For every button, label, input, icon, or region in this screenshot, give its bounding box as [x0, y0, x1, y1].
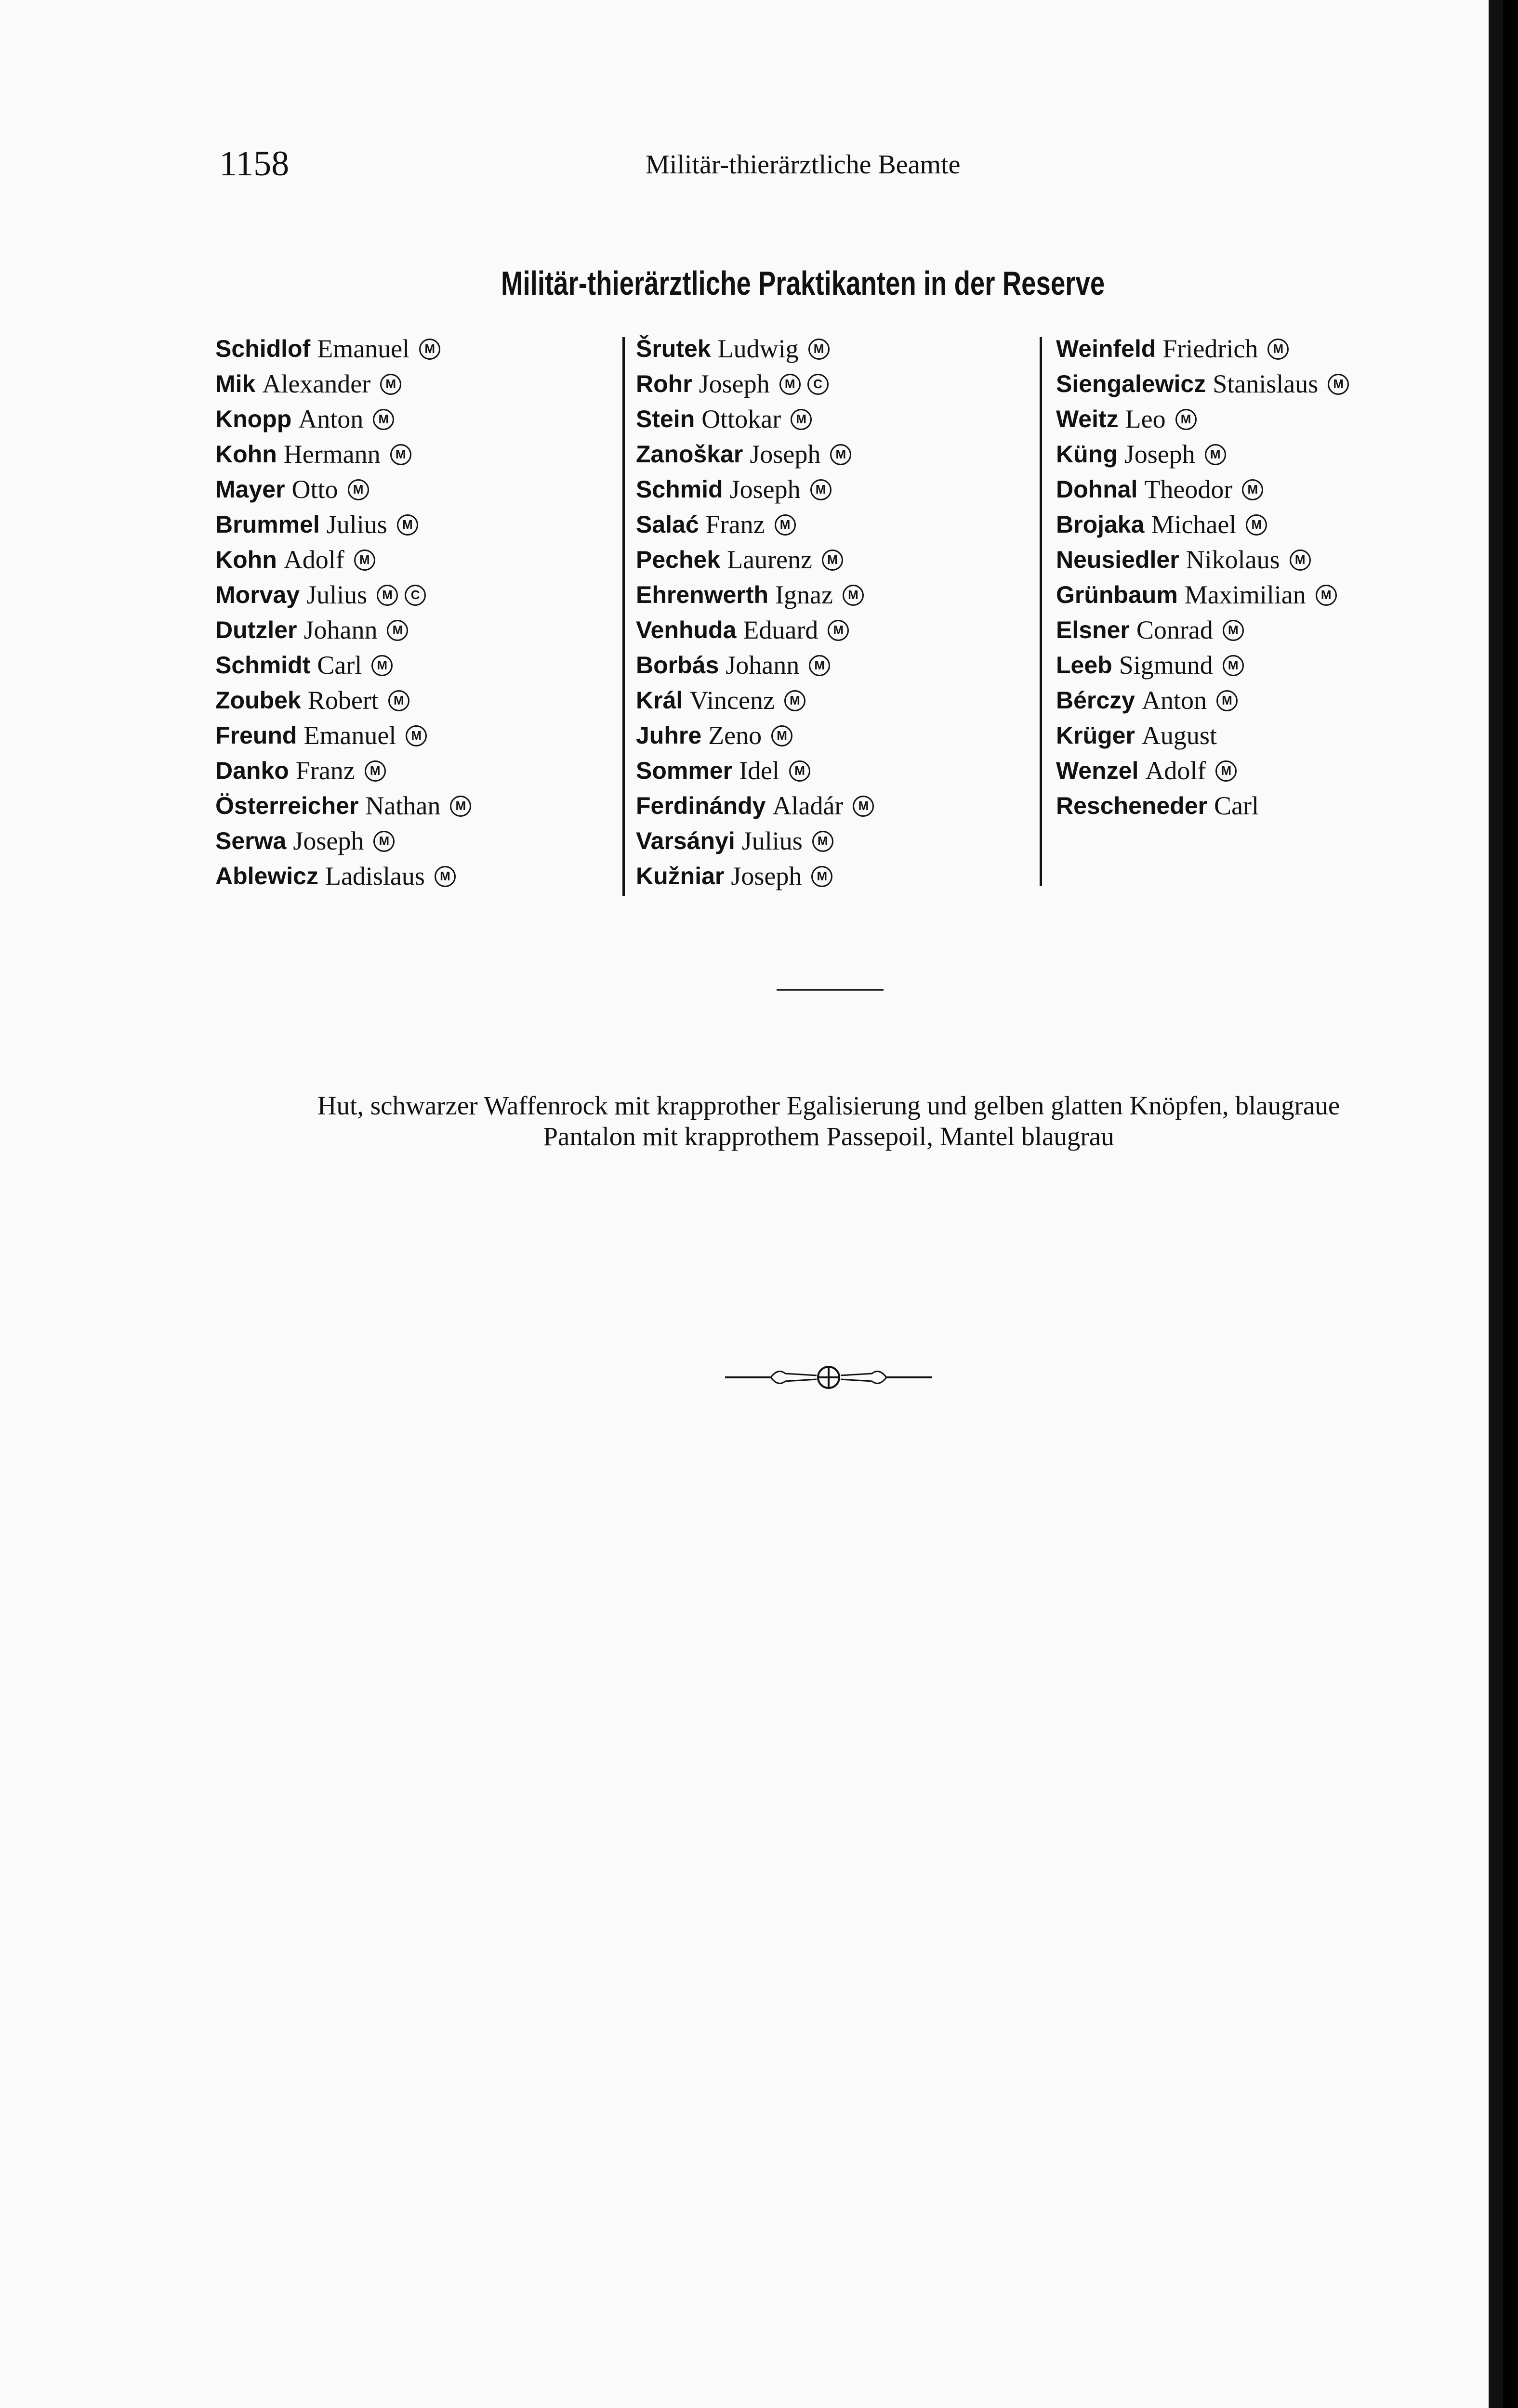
entry-given-name: Nathan: [365, 791, 441, 820]
ornament-divider: [725, 1358, 932, 1397]
entry-given-name: Anton: [1142, 686, 1207, 715]
entry-surname: Krüger: [1056, 722, 1135, 749]
name-entry: [215, 331, 478, 366]
name-entry: [215, 472, 478, 507]
entry-surname: Král: [636, 687, 683, 714]
column-divider-1: [622, 337, 625, 896]
name-entry: [636, 648, 881, 683]
name-entry: [215, 577, 478, 613]
name-column-3: [1056, 331, 1356, 824]
circled-m-icon: M: [775, 514, 796, 536]
entry-surname: Dutzler: [215, 616, 297, 643]
entry-given-name: Joseph: [1124, 440, 1195, 469]
name-entry: [636, 824, 881, 859]
circled-m-icon: M: [853, 796, 874, 817]
circled-m-icon: M: [419, 339, 440, 360]
page-number: 1158: [219, 144, 290, 183]
name-entry: [1056, 788, 1356, 824]
circled-m-icon: M: [1175, 409, 1197, 430]
entry-surname: Bérczy: [1056, 687, 1135, 714]
entry-surname: Freund: [215, 722, 297, 749]
entry-surname: Österreicher: [215, 792, 359, 819]
circled-m-icon: M: [365, 760, 386, 782]
entry-surname: Rohr: [636, 370, 692, 397]
name-entry: [215, 683, 478, 718]
entry-surname: Morvay: [215, 581, 300, 608]
name-entry: [215, 648, 478, 683]
circled-c-icon: C: [807, 374, 829, 395]
name-entry: [636, 542, 881, 577]
entry-given-name: Ottokar: [701, 405, 781, 433]
entry-given-name: Joseph: [293, 826, 364, 855]
circled-m-icon: M: [435, 866, 456, 887]
name-entry: [1056, 753, 1356, 788]
entry-given-name: Idel: [739, 756, 780, 785]
entry-given-name: Alexander: [262, 369, 371, 398]
entry-surname: Mik: [215, 370, 256, 397]
name-entry: [636, 472, 881, 507]
entry-given-name: Conrad: [1136, 615, 1213, 644]
entry-surname: Zanoškar: [636, 441, 743, 468]
name-entry: [636, 577, 881, 613]
entry-surname: Leeb: [1056, 652, 1112, 679]
entry-surname: Weitz: [1056, 406, 1119, 432]
circled-m-icon: M: [779, 374, 801, 395]
name-entry: [1056, 366, 1356, 402]
circled-m-icon: M: [822, 550, 843, 571]
circled-c-icon: C: [405, 585, 426, 606]
name-entry: [636, 366, 881, 402]
name-entry: [636, 402, 881, 437]
circled-m-icon: M: [1216, 690, 1238, 711]
entry-surname: Weinfeld: [1056, 335, 1156, 362]
entry-surname: Stein: [636, 406, 695, 432]
name-entry: [1056, 683, 1356, 718]
circled-m-icon: M: [371, 655, 393, 676]
entry-surname: Ferdinándy: [636, 792, 766, 819]
entry-surname: Brummel: [215, 511, 320, 538]
name-entry: [1056, 437, 1356, 472]
entry-given-name: Ladislaus: [325, 862, 425, 890]
entry-surname: Rescheneder: [1056, 792, 1208, 819]
entry-given-name: Ludwig: [717, 334, 799, 363]
entry-surname: Siengalewicz: [1056, 370, 1206, 397]
name-entry: [636, 683, 881, 718]
circled-m-icon: M: [1290, 550, 1311, 571]
circled-m-icon: M: [397, 514, 418, 536]
separator-rule: [777, 989, 884, 991]
circled-m-icon: M: [771, 725, 792, 746]
circled-m-icon: M: [810, 479, 832, 500]
entry-surname: Danko: [215, 757, 289, 784]
name-entry: [215, 788, 478, 824]
entry-surname: Ablewicz: [215, 863, 318, 890]
circled-m-icon: M: [377, 585, 398, 606]
name-entry: [215, 366, 478, 402]
circled-m-icon: M: [1316, 585, 1337, 606]
name-entry: [215, 507, 478, 542]
entry-surname: Serwa: [215, 827, 287, 854]
entry-given-name: Emanuel: [304, 721, 396, 750]
circled-m-icon: M: [354, 550, 375, 571]
entry-given-name: Theodor: [1144, 475, 1233, 504]
entry-surname: Schmidt: [215, 652, 311, 679]
entry-surname: Dohnal: [1056, 476, 1138, 503]
entry-given-name: Stanislaus: [1213, 369, 1319, 398]
entry-given-name: Maximilian: [1184, 580, 1306, 609]
entry-surname: Pechek: [636, 546, 721, 573]
circled-m-icon: M: [1223, 620, 1244, 641]
entry-surname: Knopp: [215, 406, 292, 432]
name-entry: [636, 613, 881, 648]
name-entry: [1056, 542, 1356, 577]
circled-m-icon: M: [1242, 479, 1263, 500]
entry-surname: Kužniar: [636, 863, 725, 890]
entry-surname: Kohn: [215, 546, 277, 573]
entry-given-name: Friedrich: [1162, 334, 1258, 363]
name-entry: [215, 613, 478, 648]
name-entry: [636, 788, 881, 824]
entry-surname: Sommer: [636, 757, 733, 784]
entry-surname: Salać: [636, 511, 699, 538]
entry-given-name: Anton: [298, 405, 364, 433]
column-divider-2: [1040, 337, 1042, 886]
footnote-line-2: Pantalon mit krapprothem Passepoil, Mantel blaugrau: [543, 1122, 1114, 1151]
circled-m-icon: M: [1267, 339, 1289, 360]
uniform-footnote: [212, 1090, 1445, 1152]
footnote-line-1: Hut, schwarzer Waffenrock mit krapprother Egalisierung und gelben glatten Knöpfen, blaugraue: [317, 1091, 1340, 1120]
entry-given-name: Michael: [1151, 510, 1237, 539]
circled-m-icon: M: [828, 620, 849, 641]
entry-given-name: Joseph: [731, 862, 802, 890]
name-entry: [1056, 331, 1356, 366]
circled-m-icon: M: [373, 831, 395, 852]
name-column-2: [636, 331, 881, 894]
name-entry: [636, 437, 881, 472]
entry-given-name: Nikolaus: [1186, 545, 1280, 574]
circled-m-icon: M: [830, 444, 851, 465]
name-entry: [215, 753, 478, 788]
name-entry: [215, 859, 478, 894]
entry-surname: Juhre: [636, 722, 702, 749]
circled-m-icon: M: [811, 866, 832, 887]
entry-surname: Küng: [1056, 441, 1118, 468]
entry-surname: Varsányi: [636, 827, 735, 854]
entry-given-name: Julius: [741, 826, 803, 855]
entry-surname: Schidlof: [215, 335, 311, 362]
circled-m-icon: M: [390, 444, 411, 465]
running-title: Militär-thierärztliche Beamte: [646, 150, 961, 180]
circled-m-icon: M: [387, 620, 408, 641]
entry-given-name: Eduard: [743, 615, 818, 644]
entry-given-name: Johann: [726, 651, 800, 680]
circled-m-icon: M: [1223, 655, 1244, 676]
name-entry: [215, 824, 478, 859]
entry-given-name: Carl: [317, 651, 362, 680]
circled-m-icon: M: [388, 690, 409, 711]
entry-surname: Schmid: [636, 476, 723, 503]
circled-m-icon: M: [808, 339, 830, 360]
name-entry: [636, 507, 881, 542]
circled-m-icon: M: [1246, 514, 1267, 536]
entry-given-name: Joseph: [699, 369, 770, 398]
entry-given-name: Joseph: [729, 475, 801, 504]
circled-m-icon: M: [809, 655, 830, 676]
name-entry: [1056, 472, 1356, 507]
circled-m-icon: M: [1205, 444, 1226, 465]
entry-given-name: Vincenz: [689, 686, 775, 715]
entry-surname: Grünbaum: [1056, 581, 1178, 608]
section-title: Militär-thierärztliche Praktikanten in der Reserve: [501, 264, 1105, 302]
circled-m-icon: M: [380, 374, 401, 395]
entry-given-name: Adolf: [1145, 756, 1206, 785]
entry-given-name: Julius: [306, 580, 368, 609]
name-entry: [1056, 613, 1356, 648]
entry-surname: Neusiedler: [1056, 546, 1179, 573]
entry-given-name: Franz: [705, 510, 765, 539]
entry-given-name: Adolf: [283, 545, 344, 574]
circled-m-icon: M: [843, 585, 864, 606]
entry-given-name: Laurenz: [727, 545, 812, 574]
entry-given-name: Joseph: [750, 440, 821, 469]
entry-surname: Kohn: [215, 441, 277, 468]
name-entry: [215, 437, 478, 472]
name-entry: [215, 402, 478, 437]
entry-given-name: Aladár: [772, 791, 844, 820]
name-entry: [636, 753, 881, 788]
name-column-1: [215, 331, 478, 894]
circled-m-icon: M: [784, 690, 805, 711]
entry-surname: Brojaka: [1056, 511, 1145, 538]
circled-m-icon: M: [406, 725, 427, 746]
name-entry: [215, 718, 478, 753]
entry-given-name: Emanuel: [317, 334, 410, 363]
circled-m-icon: M: [348, 479, 369, 500]
name-entry: [215, 542, 478, 577]
circled-m-icon: M: [450, 796, 471, 817]
name-entry: [1056, 718, 1356, 753]
entry-given-name: Leo: [1125, 405, 1166, 433]
circled-m-icon: M: [791, 409, 812, 430]
circled-m-icon: M: [1328, 374, 1349, 395]
name-entry: [1056, 577, 1356, 613]
entry-given-name: Julius: [326, 510, 387, 539]
circled-m-icon: M: [812, 831, 833, 852]
entry-given-name: Hermann: [283, 440, 381, 469]
circled-m-icon: M: [1215, 760, 1237, 782]
entry-given-name: August: [1141, 721, 1217, 750]
name-entry: [1056, 507, 1356, 542]
name-entry: [636, 859, 881, 894]
entry-given-name: Robert: [307, 686, 379, 715]
entry-surname: Ehrenwerth: [636, 581, 769, 608]
name-entry: [1056, 648, 1356, 683]
entry-surname: Zoubek: [215, 687, 301, 714]
entry-surname: Borbás: [636, 652, 719, 679]
entry-given-name: Franz: [295, 756, 355, 785]
entry-given-name: Sigmund: [1119, 651, 1213, 680]
entry-surname: Mayer: [215, 476, 285, 503]
entry-given-name: Zeno: [708, 721, 762, 750]
circled-m-icon: M: [373, 409, 394, 430]
name-entry: [636, 331, 881, 366]
entry-given-name: Carl: [1214, 791, 1259, 820]
entry-surname: Šrutek: [636, 335, 711, 362]
entry-surname: Elsner: [1056, 616, 1130, 643]
name-entry: [636, 718, 881, 753]
entry-given-name: Otto: [291, 475, 338, 504]
circled-m-icon: M: [789, 760, 810, 782]
entry-given-name: Johann: [304, 615, 378, 644]
entry-surname: Venhuda: [636, 616, 737, 643]
entry-given-name: Ignaz: [775, 580, 833, 609]
name-entry: [1056, 402, 1356, 437]
entry-surname: Wenzel: [1056, 757, 1139, 784]
